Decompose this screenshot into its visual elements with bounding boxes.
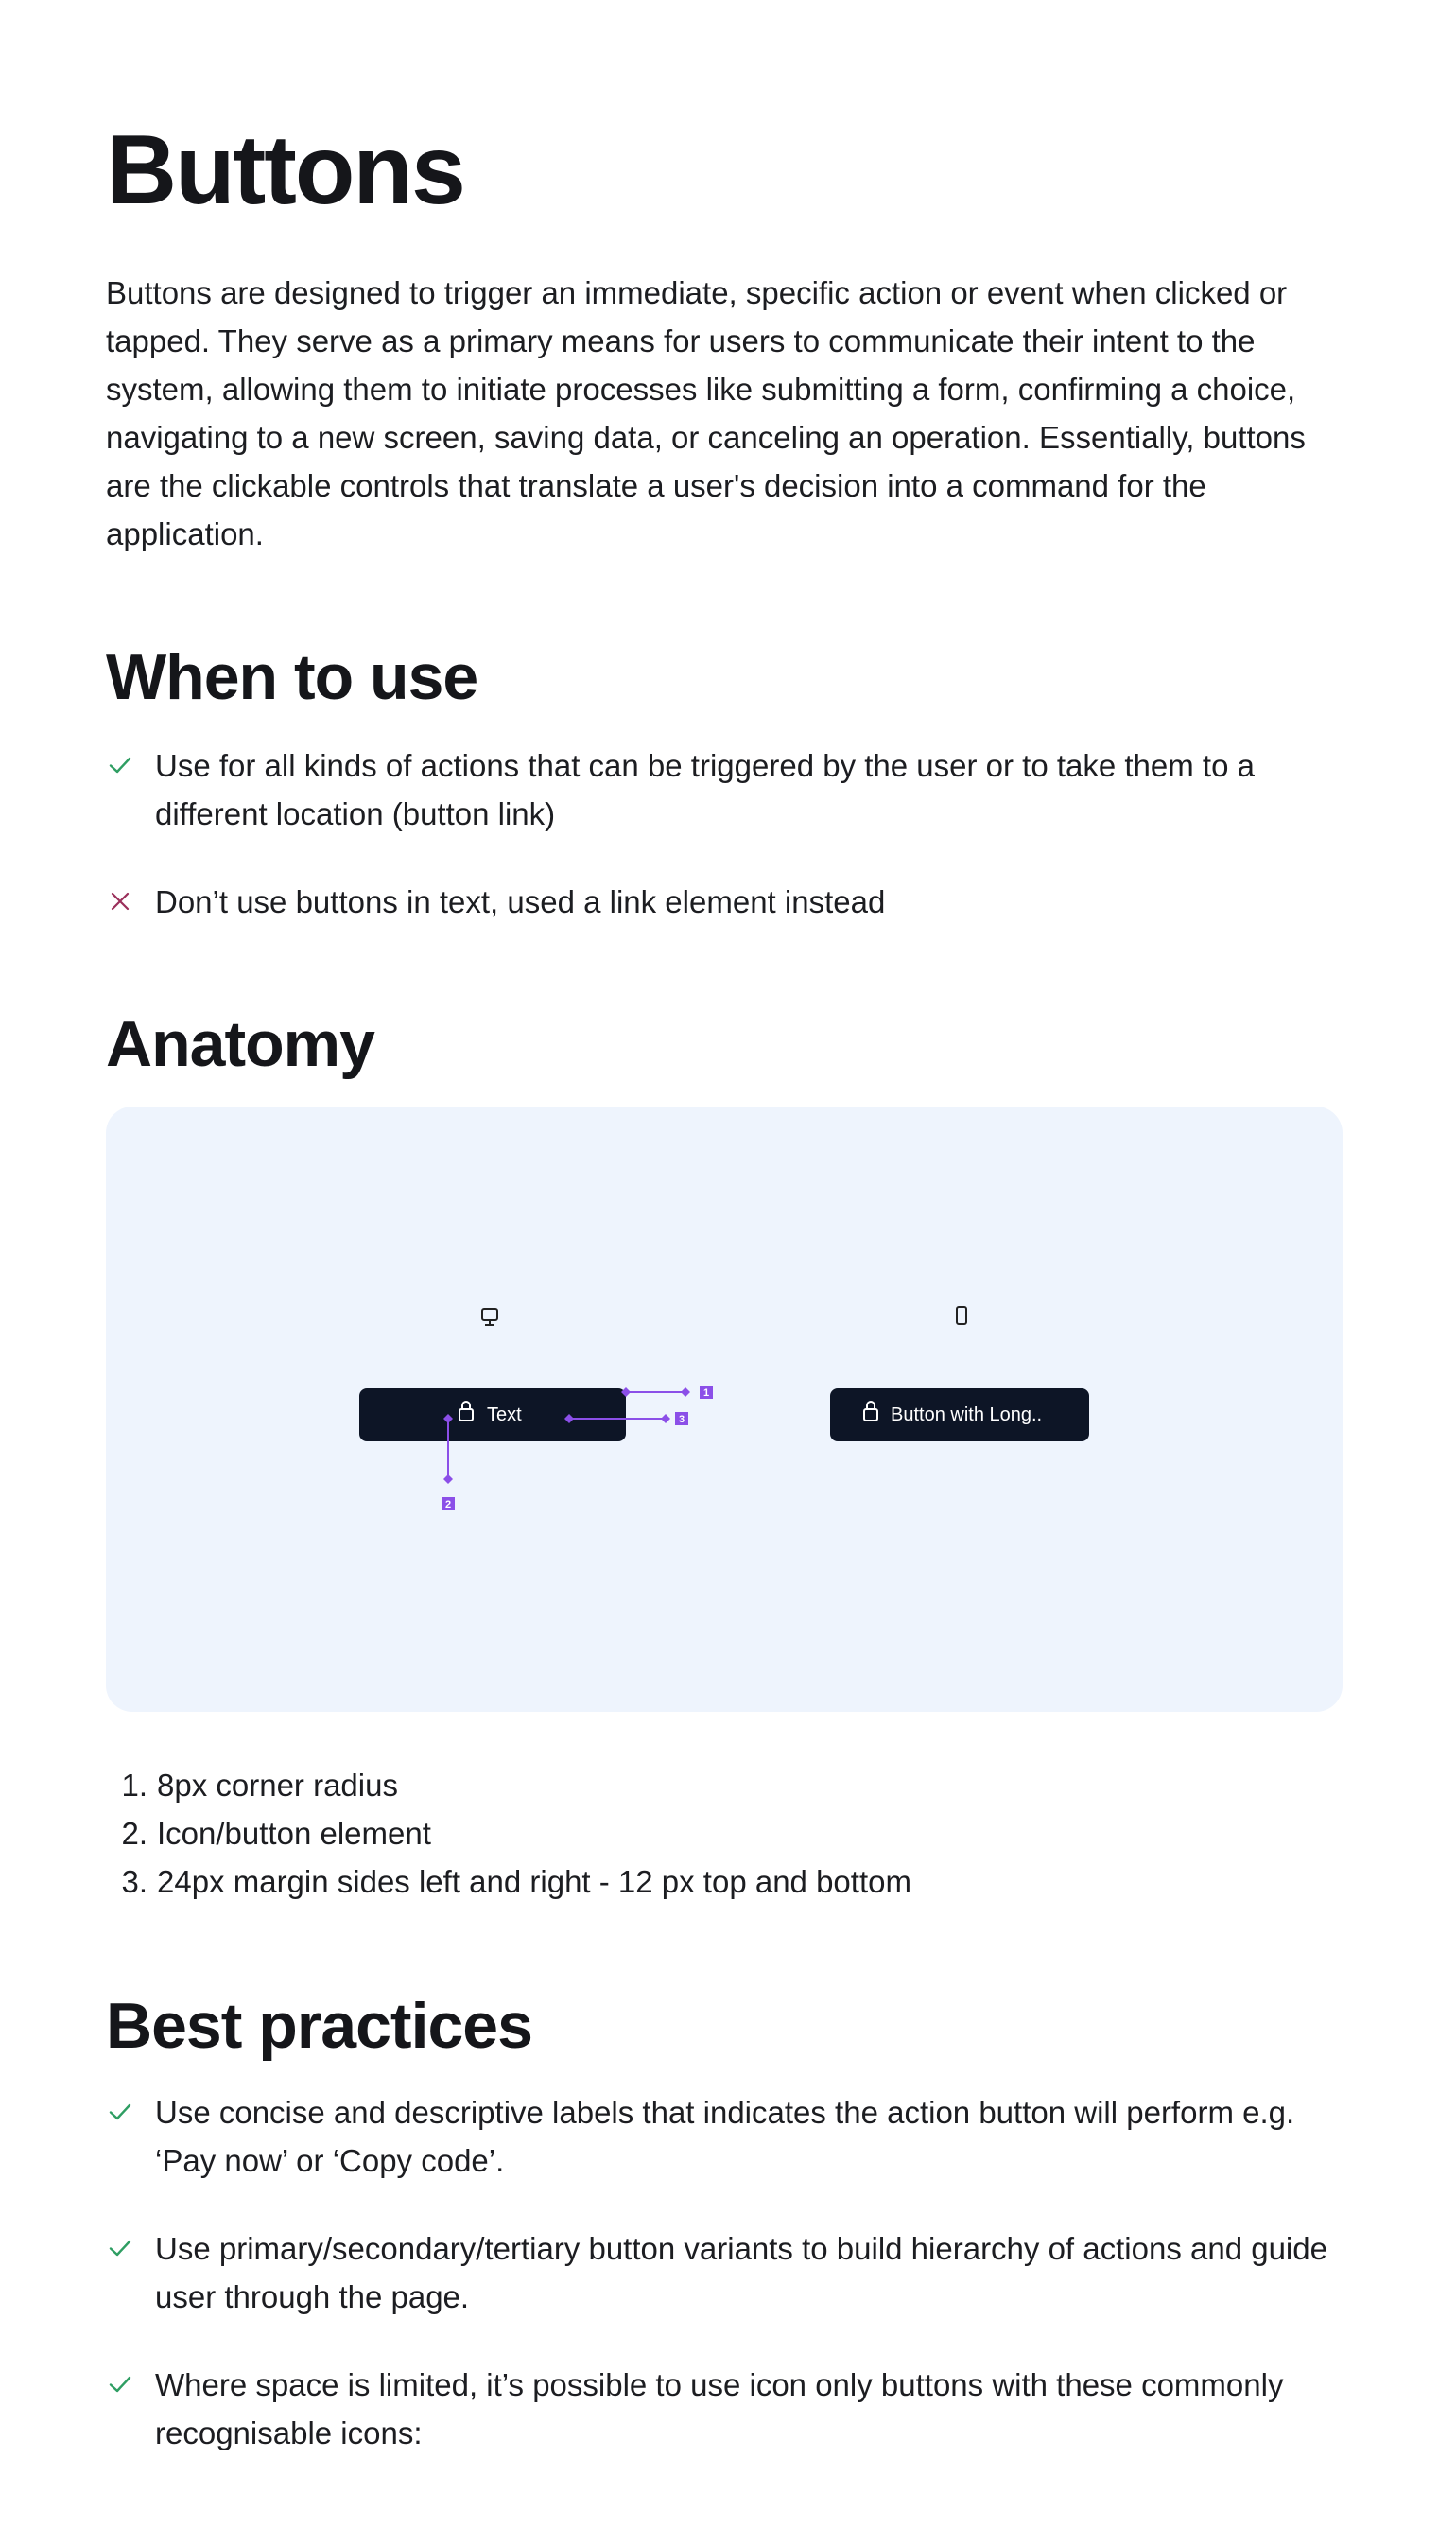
anatomy-illustration (106, 1107, 1343, 1712)
check-icon (106, 2234, 134, 2262)
list-item (106, 1857, 911, 1906)
desktop-icon (482, 1309, 497, 1325)
mobile-button-label: Button with Long.. (891, 1404, 1043, 1425)
list-item (106, 2361, 1354, 2457)
cross-icon (106, 887, 134, 916)
best-practices-heading: Best practices (106, 1990, 532, 2062)
when-to-use-list (106, 741, 1354, 926)
list-item-text: Where space is limited, it’s possible to use icon only buttons with these commonly recognisable icons: (155, 2367, 1284, 2450)
mobile-icon (957, 1307, 966, 1324)
intro-paragraph: Buttons are designed to trigger an immediate, specific action or event when clicked or tapped. They serve as a primary means for users to communicate their intent to the system, allowing them to initiate processes like submitting a form, confirming a choice, navigating to a new screen, saving data, or canceling an operation. Essentially, buttons are the clickable controls that translate a user's decision into a command for the application. (106, 275, 1306, 551)
when-to-use-heading: When to use (106, 641, 478, 713)
mobile-button (830, 1388, 1089, 1441)
check-icon (106, 751, 134, 779)
list-number: 3. (121, 1864, 147, 1899)
list-item (106, 1809, 911, 1857)
anatomy-figure (106, 1107, 1343, 1712)
list-item (106, 1761, 911, 1809)
check-icon (106, 2370, 134, 2398)
list-number: 2. (121, 1816, 147, 1851)
desktop-button-label: Text (487, 1404, 522, 1425)
page-title: Buttons (106, 115, 464, 225)
list-item-text: Use concise and descriptive labels that indicates the action button will perform e.g. ‘Pay now’ or ‘Copy code’. (155, 2095, 1295, 2178)
annotation-marker-1: 1 (702, 1387, 710, 1399)
best-practices-list (106, 2088, 1354, 2457)
list-item (106, 878, 1354, 926)
list-number: 1. (121, 1768, 147, 1803)
annotation-marker-2: 2 (444, 1499, 452, 1510)
list-item (106, 741, 1354, 838)
list-item-text: Use for all kinds of actions that can be triggered by the user or to take them to a different location (button link) (155, 748, 1255, 831)
list-item (106, 2088, 1354, 2185)
list-item-text: Use primary/secondary/tertiary button variants to build hierarchy of actions and guide user through the page. (155, 2231, 1327, 2314)
list-item-text: 24px margin sides left and right - 12 px top and bottom (157, 1864, 911, 1899)
list-item-text: Don’t use buttons in text, used a link element instead (155, 884, 886, 919)
check-icon (106, 2098, 134, 2126)
list-item-text: 8px corner radius (157, 1768, 398, 1803)
anatomy-notes-list (106, 1761, 911, 1906)
annotation-1 (621, 1386, 713, 1399)
anatomy-heading: Anatomy (106, 1008, 374, 1080)
list-item-text: Icon/button element (157, 1816, 431, 1851)
list-item (106, 2224, 1354, 2321)
desktop-button (359, 1388, 626, 1441)
annotation-marker-3: 3 (678, 1414, 685, 1425)
